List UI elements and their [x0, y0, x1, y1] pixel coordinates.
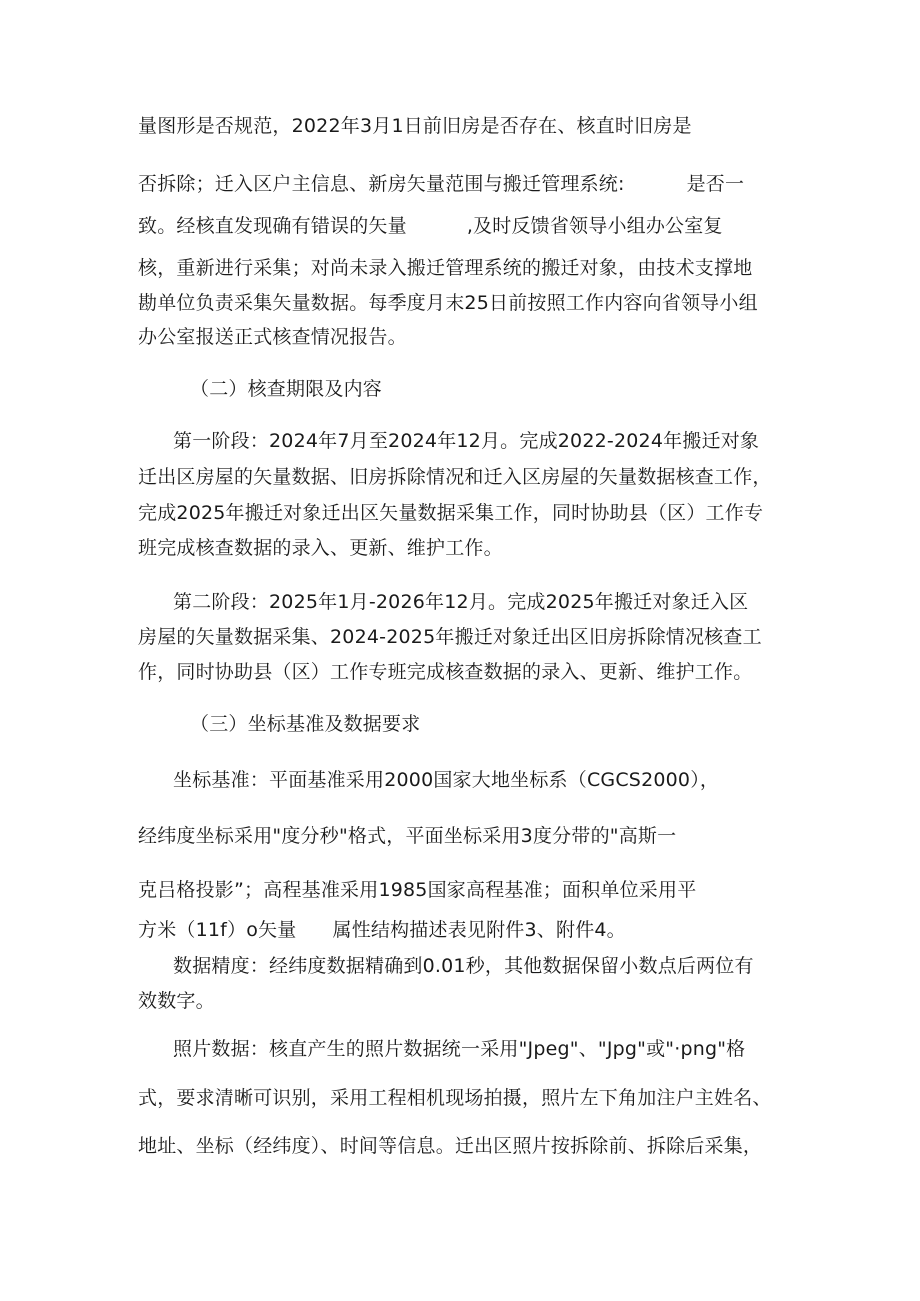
text-run: 克吕格投影”；高程基准采用1985国家高程基准；面积单位采用平 — [138, 879, 697, 901]
paragraph-line — [138, 171, 744, 197]
paragraph-line — [138, 464, 772, 490]
heading-text: （三）坐标基准及数据要求 — [190, 713, 421, 735]
text-run: 第二阶段：2025年1月-2026年12月。完成2025年搬迁对象迁入区 — [173, 591, 749, 613]
paragraph-line — [138, 255, 752, 281]
text-run: 数据精度：经纬度数据精确到0.01秒，其他数据保留小数点后两位有 — [173, 955, 754, 977]
paragraph-line — [173, 953, 754, 979]
text-run: ,及时反馈省领导小组办公室复 — [466, 215, 723, 237]
text-run: 否拆除；迁入区户主信息、新房矢量范围与搬迁管理系统: — [138, 173, 625, 195]
paragraph-line — [138, 624, 762, 650]
paragraph-line — [173, 767, 719, 793]
paragraph-line — [138, 823, 676, 849]
section-heading — [190, 376, 382, 402]
text-run: 照片数据：核直产生的照片数据统一采用"Jpeg"、"Jpg"或"·png"格 — [173, 1038, 746, 1060]
text-run: 坐标基准：平面基准采用2000国家大地坐标系（CGCS2000）， — [173, 769, 720, 791]
text-run: 核，重新进行采集；对尚未录入搬迁管理系统的搬迁对象，由技术支撑地 — [138, 257, 753, 279]
paragraph-line — [138, 213, 723, 239]
paragraph-line — [173, 1036, 745, 1062]
text-run: 经纬度坐标采用"度分秒"格式，平面坐标采用3度分带的"高斯一 — [138, 825, 677, 847]
paragraph-line — [138, 113, 692, 139]
paragraph-line — [138, 877, 696, 903]
section-heading — [190, 711, 420, 737]
heading-text: （二）核查期限及内容 — [190, 378, 383, 400]
text-run: 班完成核查数据的录入、更新、维护工作。 — [138, 537, 503, 559]
text-run: 完成2025年搬迁对象迁出区矢量数据采集工作，同时协助县（区）工作专 — [138, 502, 764, 524]
paragraph-line — [138, 290, 758, 316]
text-run: 方米（11f）o矢量 — [138, 919, 297, 941]
text-run: 迁出区房屋的矢量数据、旧房拆除情况和迁入区房屋的矢量数据核查工作， — [138, 466, 772, 488]
paragraph-line — [138, 988, 215, 1014]
paragraph-line — [138, 1085, 772, 1111]
paragraph-line — [173, 589, 748, 615]
text-run: 效数字。 — [138, 990, 215, 1012]
paragraph-line — [138, 535, 503, 561]
paragraph-line — [138, 500, 763, 526]
paragraph-line — [138, 1133, 762, 1159]
text-run: 式，要求清晰可识别，采用工程相机现场拍摄，照片左下角加注户主姓名、 — [138, 1087, 772, 1109]
text-run: 是否一 — [686, 173, 745, 195]
text-run: 房屋的矢量数据采集、2024-2025年搬迁对象迁出区旧房拆除情况核查工 — [138, 626, 762, 648]
text-run: 第一阶段：2024年7月至2024年12月。完成2022-2024年搬迁对象 — [173, 430, 760, 452]
text-run: 致。经核直发现确有错误的矢量 — [138, 215, 407, 237]
paragraph-line — [138, 659, 752, 685]
text-run: 属性结构描述表见附件3、附件4。 — [332, 919, 626, 941]
paragraph-line — [173, 428, 759, 454]
paragraph-line — [138, 324, 407, 350]
text-run: 地址、坐标（经纬度）、时间等信息。迁出区照片按拆除前、拆除后采集， — [138, 1135, 763, 1157]
text-run: 办公室报送正式核查情况报告。 — [138, 326, 407, 348]
text-run: 勘单位负责采集矢量数据。每季度月末25日前按照工作内容向省领导小组 — [138, 292, 758, 314]
text-run: 作，同时协助县（区）工作专班完成核查数据的录入、更新、维护工作。 — [138, 661, 753, 683]
paragraph-line — [138, 917, 626, 943]
text-run: 量图形是否规范，2022年3月1日前旧房是否存在、核直时旧房是 — [138, 115, 692, 137]
